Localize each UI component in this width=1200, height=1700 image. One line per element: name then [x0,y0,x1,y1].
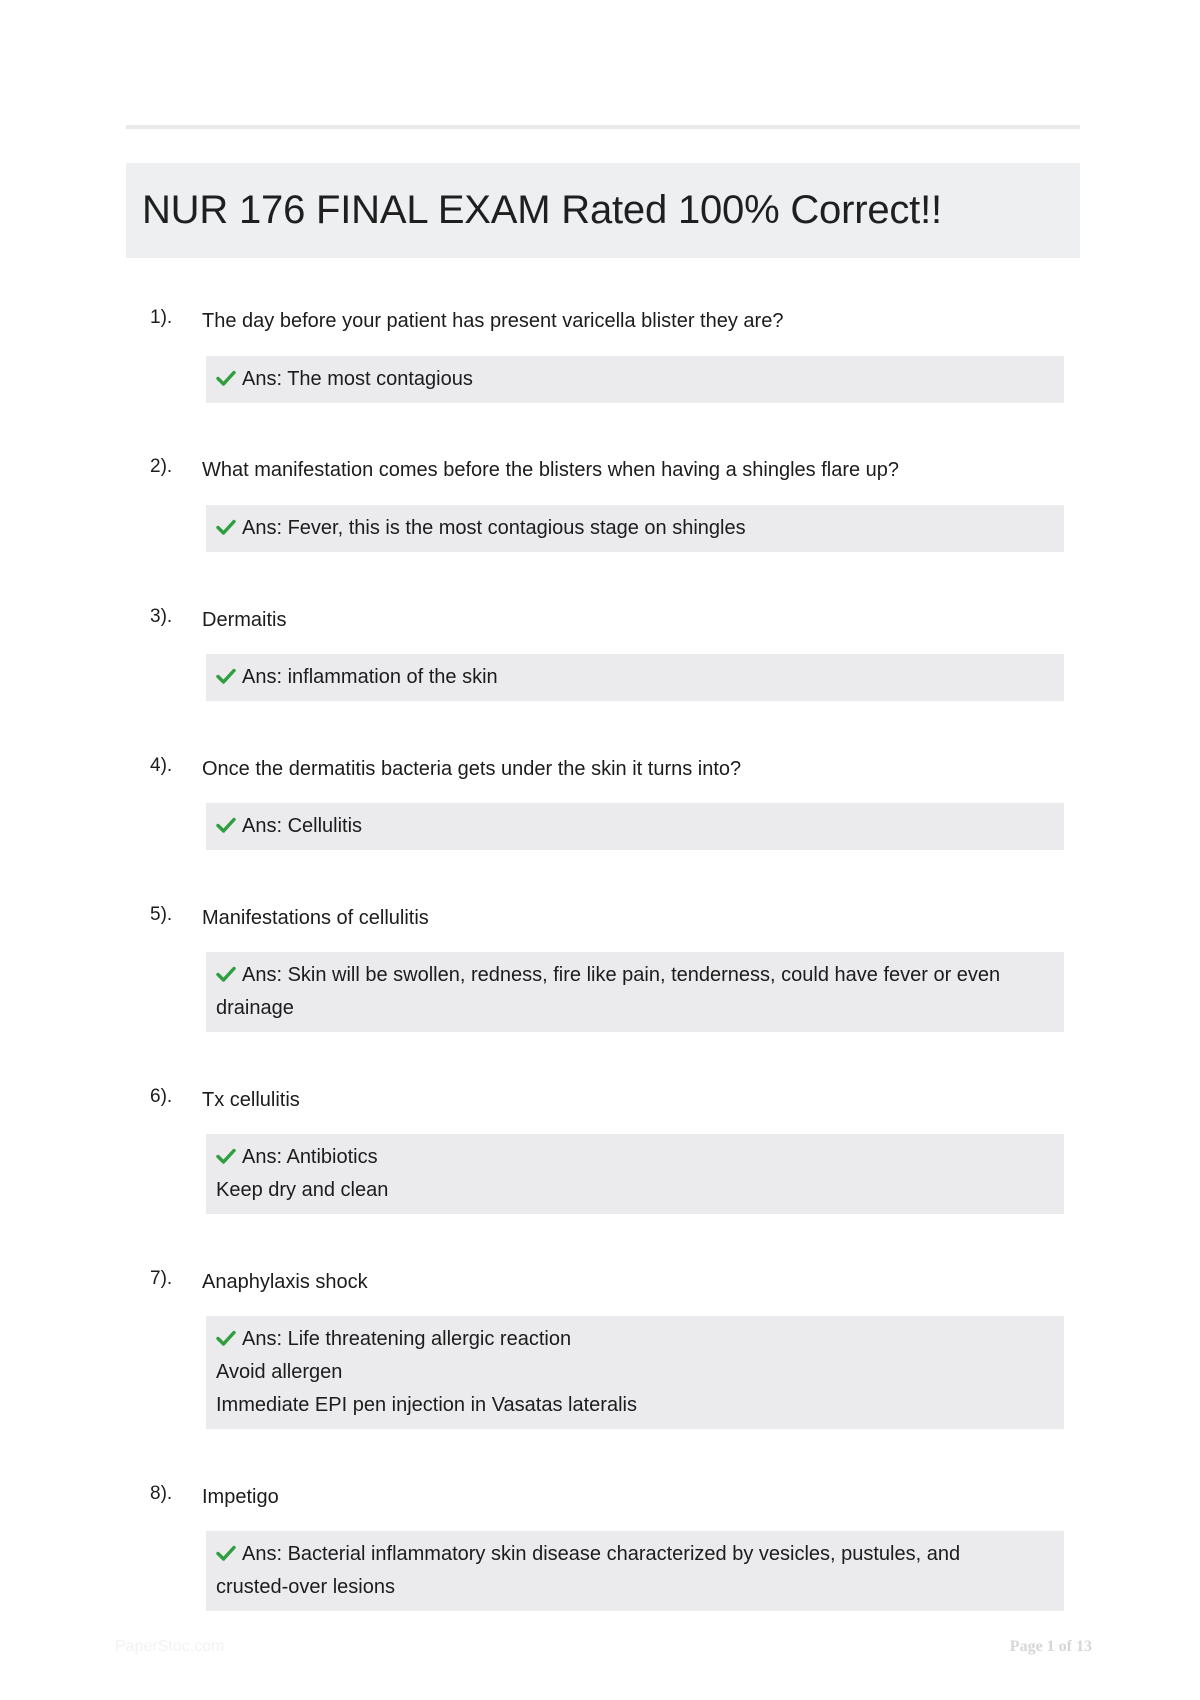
qa-item [126,1266,1080,1429]
answer-box [206,803,1064,850]
qa-item [126,604,1080,701]
question-number: 4). [150,755,173,776]
qa-item [126,902,1080,1032]
qa-item [126,305,1080,403]
answer-box [206,1134,1064,1214]
answer-text: Ans: Skin will be swollen, redness, fire like pain, tenderness, could have fever or even [242,964,1001,986]
qa-item [126,753,1080,850]
answer-text: Immediate EPI pen injection in Vasatas lateralis [216,1394,637,1416]
check-icon [216,1543,236,1563]
check-icon [216,815,236,835]
check-icon [216,517,236,537]
qa-item [126,1481,1080,1611]
question-text: What manifestation comes before the blisters when having a shingles flare up? [202,459,900,481]
answer-text: Ans: Bacterial inflammatory skin disease characterized by vesicles, pustules, and [242,1543,961,1565]
question-number: 7). [150,1268,173,1289]
check-icon [216,1146,236,1166]
question-text: Dermaitis [202,609,287,631]
answer-text: Ans: The most contagious [242,368,473,390]
question-number: 3). [150,606,173,627]
qa-list [126,305,1080,1611]
question-number: 1). [150,307,173,328]
check-icon [216,1328,236,1348]
answer-text: crusted-over lesions [216,1576,395,1598]
answer-text: Ans: Cellulitis [242,815,363,837]
title-banner [126,163,1080,258]
answer-box [206,356,1064,403]
qa-item [126,1084,1080,1214]
answer-text: Ans: Fever, this is the most contagious stage on shingles [242,517,746,539]
answer-box [206,654,1064,701]
question-text: Impetigo [202,1486,279,1508]
answer-text: Ans: Antibiotics [242,1146,378,1168]
answer-text: Keep dry and clean [216,1179,389,1201]
answer-text: Ans: inflammation of the skin [242,666,498,688]
question-text: Tx cellulitis [202,1089,300,1111]
answer-text: drainage [216,997,294,1019]
question-text: Manifestations of cellulitis [202,907,429,929]
question-number: 8). [150,1483,173,1504]
qa-item [126,454,1080,552]
page-title: NUR 176 FINAL EXAM Rated 100% Correct!! [142,188,942,232]
page-number: Page 1 of 13 [1009,1638,1092,1655]
question-number: 5). [150,904,173,925]
answer-text: Ans: Life threatening allergic reaction [242,1328,572,1350]
question-text: The day before your patient has present varicella blister they are? [202,310,784,332]
check-icon [216,368,236,388]
answer-box [206,505,1064,552]
check-icon [216,666,236,686]
check-icon [216,964,236,984]
question-number: 6). [150,1086,173,1107]
question-text: Anaphylaxis shock [202,1271,368,1293]
answer-box [206,952,1064,1032]
answer-text: Avoid allergen [216,1361,343,1383]
footer-watermark: PaperStoc.com [115,1638,225,1655]
question-text: Once the dermatitis bacteria gets under the skin it turns into? [202,758,742,780]
question-number: 2). [150,456,173,477]
top-divider [126,125,1080,129]
answer-box [206,1316,1064,1429]
answer-box [206,1531,1064,1611]
